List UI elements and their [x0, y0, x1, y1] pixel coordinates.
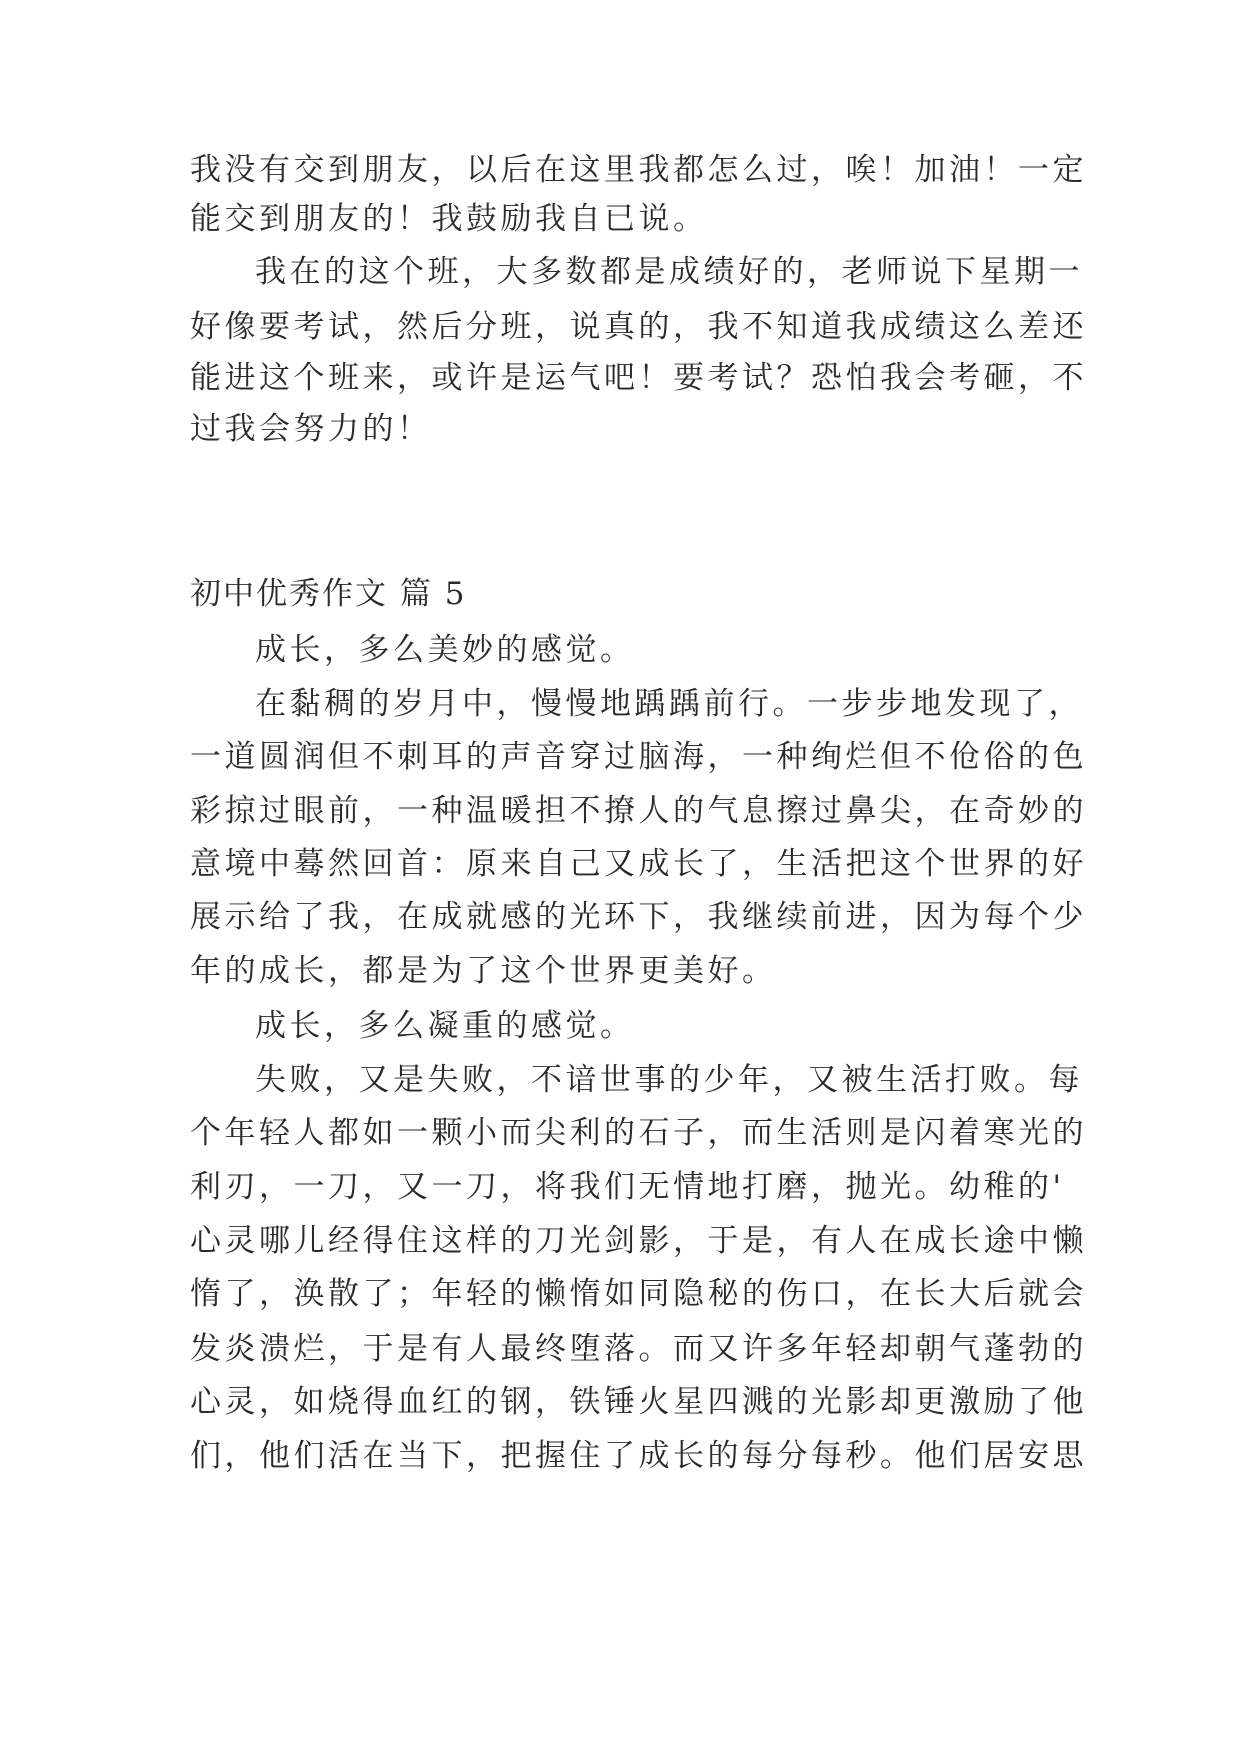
paragraph-line: 彩掠过眼前，一种温暖担不撩人的气息擦过鼻尖，在奇妙的: [190, 793, 1087, 829]
paragraph-line: 在黏稠的岁月中，慢慢地踽踽前行。一步步地发现了，: [255, 686, 1083, 722]
paragraph-line: 个年轻人都如一颗小而尖利的石子，而生活则是闪着寒光的: [190, 1115, 1087, 1151]
paragraph-line: 过我会努力的！: [190, 411, 432, 447]
paragraph-line: 们，他们活在当下，把握住了成长的每分每秒。他们居安思: [190, 1438, 1087, 1474]
paragraph-line: 年的成长，都是为了这个世界更美好。: [190, 953, 777, 989]
paragraph-line: 发炎溃烂，于是有人最终堕落。而又许多年轻却朝气蓬勃的: [190, 1331, 1087, 1367]
paragraph-line: 成长，多么凝重的感觉。: [255, 1008, 635, 1044]
paragraph-line: 心灵哪儿经得住这样的刀光剑影，于是，有人在成长途中懒: [190, 1223, 1087, 1259]
paragraph-line: 惰了，涣散了；年轻的懒惰如同隐秘的伤口，在长大后就会: [190, 1276, 1087, 1312]
paragraph-line: 意境中蓦然回首：原来自己又成长了，生活把这个世界的好: [190, 846, 1087, 882]
paragraph-line: 我没有交到朋友，以后在这里我都怎么过，唉！加油！一定: [190, 152, 1087, 188]
paragraph-line: 我在的这个班，大多数都是成绩好的，老师说下星期一: [255, 254, 1083, 290]
section-heading: 初中优秀作文 篇 5: [190, 576, 467, 612]
paragraph-line: 好像要考试，然后分班，说真的，我不知道我成绩这么差还: [190, 309, 1087, 345]
paragraph-line: 能交到朋友的！我鼓励我自已说。: [190, 201, 708, 237]
paragraph-line: 心灵，如烧得血红的钢，铁锤火星四溅的光影却更激励了他: [190, 1384, 1087, 1420]
paragraph-line: 能进这个班来，或许是运气吧！要考试？恐怕我会考砸，不: [190, 360, 1087, 396]
paragraph-line: 展示给了我，在成就感的光环下，我继续前进，因为每个少: [190, 899, 1087, 935]
paragraph-line: 一道圆润但不刺耳的声音穿过脑海，一种绚烂但不伧俗的色: [190, 739, 1087, 775]
paragraph-line: 失败，又是失败，不谙世事的少年，又被生活打败。每: [255, 1062, 1083, 1098]
paragraph-line: 成长，多么美妙的感觉。: [255, 632, 635, 668]
paragraph-line: 利刃，一刀，又一刀，将我们无情地打磨，抛光。幼稚的': [190, 1169, 1065, 1205]
